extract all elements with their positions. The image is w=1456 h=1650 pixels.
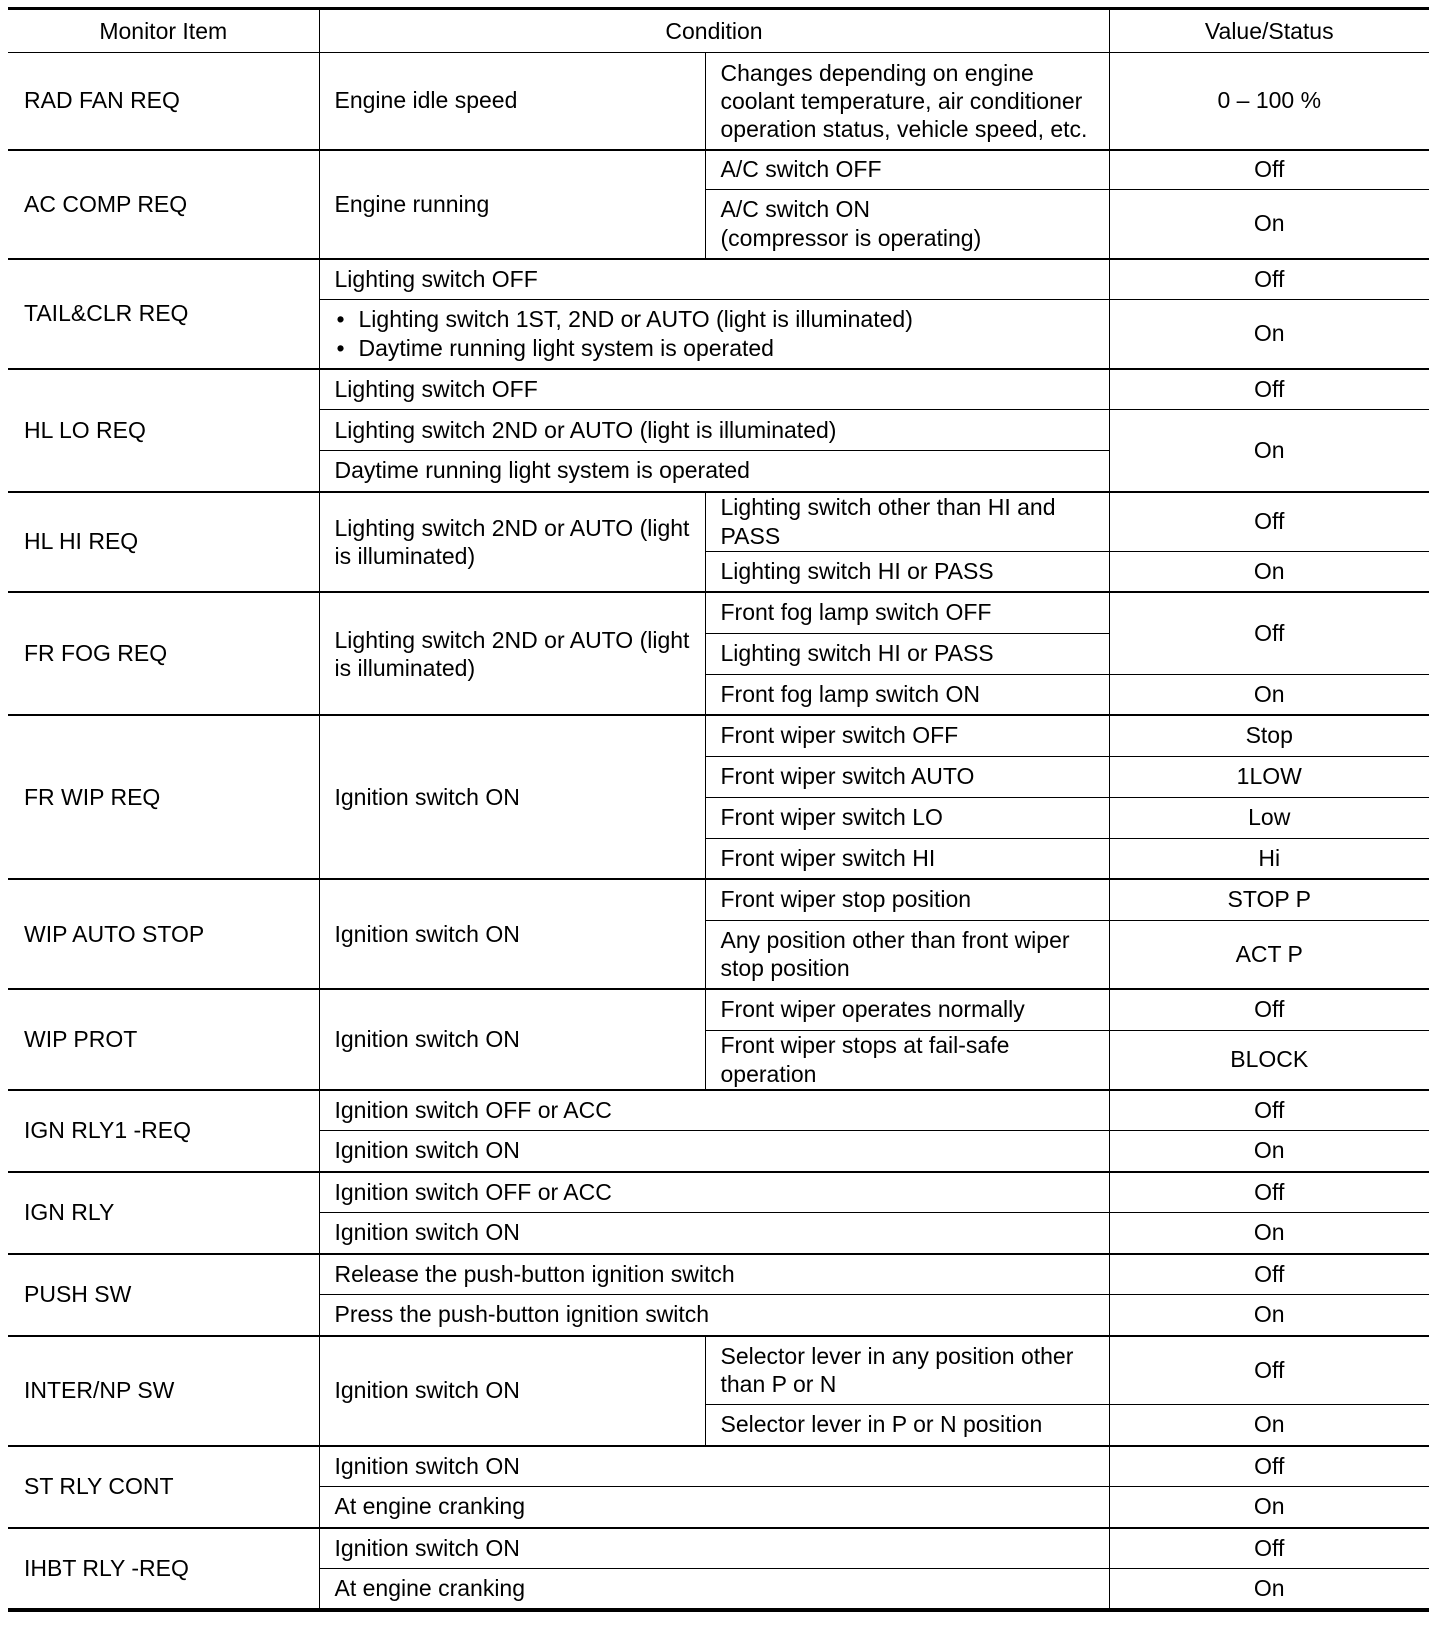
value-cell: Off — [1109, 1446, 1429, 1487]
value-cell: On — [1109, 1487, 1429, 1528]
value-cell: On — [1109, 551, 1429, 592]
sub-condition-cell: Any position other than front wiper stop position — [705, 920, 1109, 989]
table-row — [8, 1336, 1429, 1405]
table-row — [8, 492, 1429, 552]
value-cell: Off — [1109, 369, 1429, 410]
condition-bullet: • Lighting switch 1ST, 2ND or AUTO (light is illuminated) — [335, 305, 1094, 334]
sub-condition-cell: Lighting switch other than HI and PASS — [705, 492, 1109, 552]
sub-condition-cell: Lighting switch HI or PASS — [705, 633, 1109, 674]
sub-condition-cell: Front fog lamp switch OFF — [705, 592, 1109, 633]
value-cell: 1LOW — [1109, 756, 1429, 797]
monitor-item: IHBT RLY -REQ — [8, 1528, 319, 1610]
value-cell: On — [1109, 1295, 1429, 1336]
value-cell: BLOCK — [1109, 1030, 1429, 1090]
condition-bullet: • Daytime running light system is operated — [335, 334, 1094, 363]
sub-condition-cell: A/C switch OFF — [705, 150, 1109, 190]
condition-cell: Ignition switch OFF or ACC — [319, 1172, 1109, 1213]
condition-cell: Ignition switch ON — [319, 1528, 1109, 1569]
value-cell: On — [1109, 674, 1429, 715]
condition-cell: Ignition switch OFF or ACC — [319, 1090, 1109, 1131]
value-cell: Off — [1109, 592, 1429, 674]
sub-condition-cell: Changes depending on engine coolant temperature, air conditioner operation status, vehicle speed, etc. — [705, 53, 1109, 150]
value-cell: Off — [1109, 492, 1429, 552]
sub-condition-cell: Front fog lamp switch ON — [705, 674, 1109, 715]
sub-condition-cell: Lighting switch HI or PASS — [705, 551, 1109, 592]
table-row — [8, 1446, 1429, 1487]
value-cell: On — [1109, 300, 1429, 369]
header-row — [8, 9, 1429, 53]
monitor-item: IGN RLY — [8, 1172, 319, 1254]
value-cell: Off — [1109, 1336, 1429, 1405]
table-row — [8, 989, 1429, 1030]
sub-condition-line: A/C switch ON — [720, 195, 871, 222]
condition-cell: Lighting switch OFF — [319, 259, 1109, 300]
value-cell: On — [1109, 1213, 1429, 1254]
condition-cell: Lighting switch OFF — [319, 369, 1109, 410]
monitor-item: IGN RLY1 -REQ — [8, 1090, 319, 1172]
value-cell: Off — [1109, 1254, 1429, 1295]
condition-cell: Ignition switch ON — [319, 879, 705, 989]
value-cell: On — [1109, 1569, 1429, 1610]
table-row — [8, 369, 1429, 410]
value-cell: On — [1109, 1405, 1429, 1446]
value-cell: Off — [1109, 259, 1429, 300]
monitor-item: INTER/NP SW — [8, 1336, 319, 1446]
table-row — [8, 259, 1429, 300]
monitor-item: HL LO REQ — [8, 369, 319, 492]
value-cell: Hi — [1109, 838, 1429, 879]
table-row — [8, 879, 1429, 920]
sub-condition-line: (compressor is operating) — [720, 224, 982, 251]
header-value-status: Value/Status — [1109, 9, 1429, 53]
table-row — [8, 715, 1429, 756]
value-cell: Off — [1109, 1090, 1429, 1131]
value-cell: Low — [1109, 797, 1429, 838]
condition-cell: Ignition switch ON — [319, 1336, 705, 1446]
monitor-item: FR WIP REQ — [8, 715, 319, 879]
condition-cell: At engine cranking — [319, 1487, 1109, 1528]
sub-condition-cell: Front wiper switch HI — [705, 838, 1109, 879]
monitor-item: AC COMP REQ — [8, 150, 319, 259]
value-cell: Off — [1109, 989, 1429, 1030]
condition-cell: Lighting switch 2ND or AUTO (light is illuminated) — [319, 492, 705, 593]
sub-condition-cell: Front wiper switch AUTO — [705, 756, 1109, 797]
sub-condition-cell: Front wiper switch OFF — [705, 715, 1109, 756]
sub-condition-cell: Selector lever in P or N position — [705, 1405, 1109, 1446]
sub-condition-cell: Selector lever in any position other than P or N — [705, 1336, 1109, 1405]
sub-condition-cell: Front wiper stops at fail-safe operation — [705, 1030, 1109, 1090]
value-cell: ACT P — [1109, 920, 1429, 989]
condition-cell: Engine idle speed — [319, 53, 705, 150]
table-row — [8, 1172, 1429, 1213]
sub-condition-cell — [705, 190, 1109, 259]
monitor-item: ST RLY CONT — [8, 1446, 319, 1528]
value-cell: Off — [1109, 150, 1429, 190]
monitor-item-table — [8, 7, 1429, 1612]
sub-condition-cell: Front wiper operates normally — [705, 989, 1109, 1030]
monitor-item: WIP PROT — [8, 989, 319, 1090]
condition-bullet-list — [335, 305, 1094, 363]
value-cell: Off — [1109, 1172, 1429, 1213]
condition-cell: Ignition switch ON — [319, 1446, 1109, 1487]
monitor-item: FR FOG REQ — [8, 592, 319, 715]
table-row — [8, 150, 1429, 190]
table-row — [8, 1254, 1429, 1295]
condition-cell: Ignition switch ON — [319, 1131, 1109, 1172]
condition-cell: Lighting switch 2ND or AUTO (light is illuminated) — [319, 410, 1109, 451]
sub-condition-cell: Front wiper switch LO — [705, 797, 1109, 838]
monitor-item: PUSH SW — [8, 1254, 319, 1336]
monitor-item: RAD FAN REQ — [8, 53, 319, 150]
value-cell: On — [1109, 410, 1429, 492]
condition-cell: Lighting switch 2ND or AUTO (light is illuminated) — [319, 592, 705, 715]
value-cell: On — [1109, 190, 1429, 259]
header-monitor-item: Monitor Item — [8, 9, 319, 53]
condition-cell: At engine cranking — [319, 1569, 1109, 1610]
value-cell: On — [1109, 1131, 1429, 1172]
condition-cell: Engine running — [319, 150, 705, 259]
table-row — [8, 53, 1429, 150]
monitor-item: HL HI REQ — [8, 492, 319, 593]
value-cell: 0 – 100 % — [1109, 53, 1429, 150]
condition-cell: Release the push-button ignition switch — [319, 1254, 1109, 1295]
condition-cell: Press the push-button ignition switch — [319, 1295, 1109, 1336]
condition-cell: Ignition switch ON — [319, 989, 705, 1090]
table-row — [8, 1090, 1429, 1131]
table-row — [8, 592, 1429, 633]
monitor-item: TAIL&CLR REQ — [8, 259, 319, 369]
table-row — [8, 1528, 1429, 1569]
condition-cell: Ignition switch ON — [319, 1213, 1109, 1254]
condition-cell: Daytime running light system is operated — [319, 451, 1109, 492]
condition-cell — [319, 300, 1109, 369]
sub-condition-cell: Front wiper stop position — [705, 879, 1109, 920]
value-cell: STOP P — [1109, 879, 1429, 920]
value-cell: Stop — [1109, 715, 1429, 756]
condition-cell: Ignition switch ON — [319, 715, 705, 879]
value-cell: Off — [1109, 1528, 1429, 1569]
header-condition: Condition — [319, 9, 1109, 53]
monitor-item: WIP AUTO STOP — [8, 879, 319, 989]
